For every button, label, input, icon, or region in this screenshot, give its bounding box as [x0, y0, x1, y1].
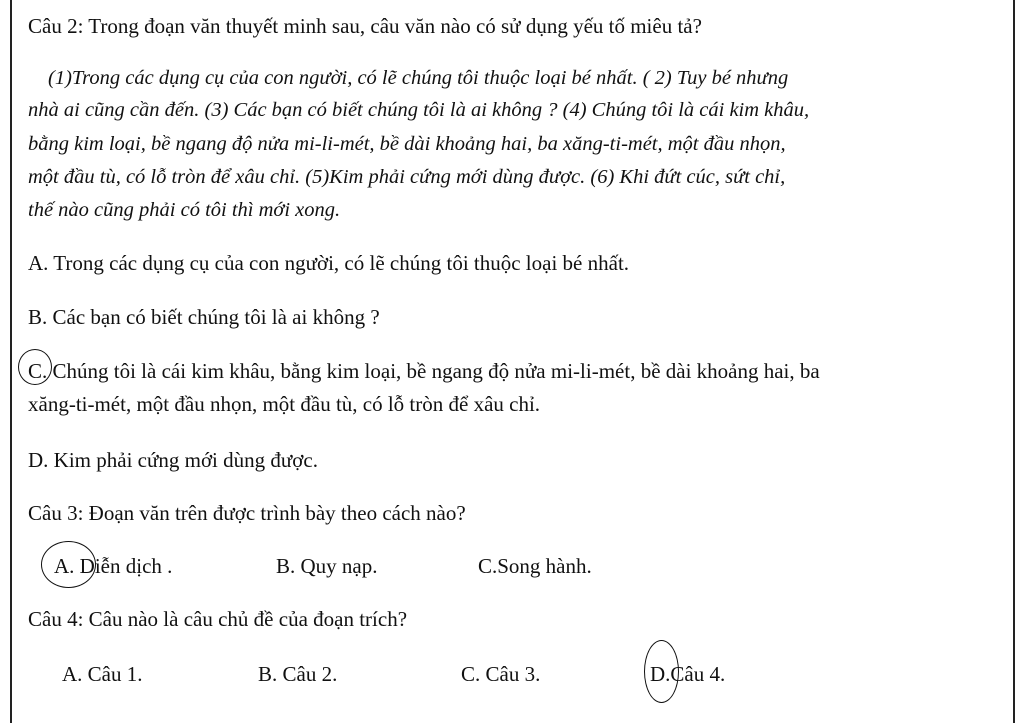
- q3-option-b: B. Quy nạp.: [276, 554, 378, 578]
- q4-option-c: C. Câu 3.: [461, 662, 541, 686]
- q2-option-c-line2: xăng-ti-mét, một đầu nhọn, một đầu tù, có lỗ tròn để xâu chỉ.: [28, 392, 541, 416]
- q4-option-a: A. Câu 1.: [62, 662, 143, 686]
- question-3: Câu 3: Đoạn văn trên được trình bày theo cách nào?: [28, 501, 466, 525]
- passage-line-1: (1)Trong các dụng cụ của con người, có lẽ chúng tôi thuộc loại bé nhất. ( 2) Tuy bé nhưng: [48, 67, 789, 89]
- passage-line-5: thế nào cũng phải có tôi thì mới xong.: [28, 199, 341, 221]
- q4-option-d: D.Câu 4.: [650, 662, 726, 686]
- q4-option-b: B. Câu 2.: [258, 662, 338, 686]
- q2-option-d: D. Kim phải cứng mới dùng được.: [28, 448, 318, 472]
- passage-line-4: một đầu tù, có lỗ tròn để xâu chỉ. (5)Kim phải cứng mới dùng được. (6) Khi đứt cúc, sứt chỉ,: [28, 166, 786, 188]
- passage-line-3: bằng kim loại, bề ngang độ nửa mi-li-mét, bề dài khoảng hai, ba xăng-ti-mét, một đầu nhọn,: [28, 133, 786, 155]
- question-2: Câu 2: Trong đoạn văn thuyết minh sau, câu văn nào có sử dụng yếu tố miêu tả?: [28, 14, 702, 38]
- q2-option-a: A. Trong các dụng cụ của con người, có lẽ chúng tôi thuộc loại bé nhất.: [28, 251, 630, 275]
- question-4: Câu 4: Câu nào là câu chủ đề của đoạn trích?: [28, 607, 408, 631]
- q2-option-b: B. Các bạn có biết chúng tôi là ai không ?: [28, 305, 380, 329]
- q2-option-c-line1: C. Chúng tôi là cái kim khâu, bằng kim loại, bề ngang độ nửa mi-li-mét, bề dài khoảng hai, ba: [28, 359, 820, 383]
- q3-option-c: C.Song hành.: [478, 554, 592, 578]
- passage-line-2: nhà ai cũng cần đến. (3) Các bạn có biết chúng tôi là ai không ? (4) Chúng tôi là cái kim khâu,: [28, 99, 810, 121]
- q3-option-a: A. Diễn dịch .: [54, 554, 173, 578]
